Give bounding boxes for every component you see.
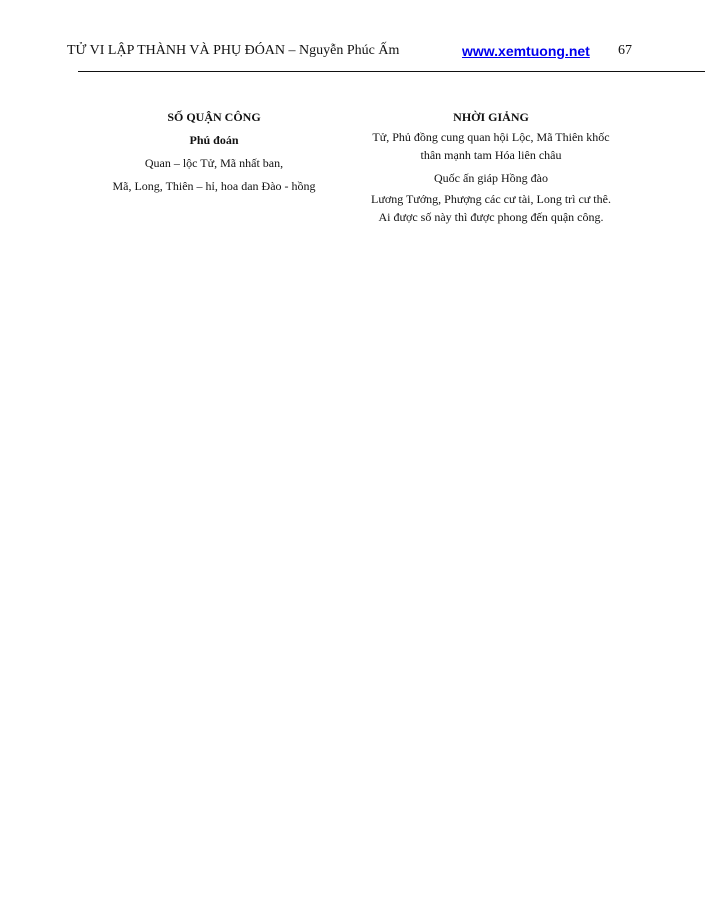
right-column xyxy=(356,106,626,226)
section-heading: SỐ QUẬN CÔNG xyxy=(167,110,261,124)
section-heading: NHỜI GIẢNG xyxy=(453,110,529,124)
running-title: TỬ VI LẬP THÀNH VÀ PHỤ ĐÓAN – Nguyễn Phúc Ấm xyxy=(67,43,400,58)
explanation-line: thân mạnh tam Hóa liên châu xyxy=(420,148,562,162)
explanation-line: Ai được số này thì được phong đến quận công. xyxy=(378,210,604,224)
page-header xyxy=(67,40,667,62)
verse-line: Mã, Long, Thiên – hỉ, hoa dan Đào - hồng xyxy=(112,179,316,193)
header-divider xyxy=(78,71,705,72)
section-subheading: Phú đoán xyxy=(189,133,239,147)
verse-line: Quan – lộc Tử, Mã nhất ban, xyxy=(144,156,284,170)
explanation-line: Quốc ấn giáp Hồng đào xyxy=(434,171,548,185)
explanation-line: Tử, Phủ đồng cung quan hội Lộc, Mã Thiên khốc xyxy=(372,130,610,144)
website-link[interactable]: www.xemtuong.net xyxy=(462,43,590,59)
page-number: 67 xyxy=(618,43,632,58)
left-column xyxy=(92,106,336,198)
explanation-line: Lương Tướng, Phượng các cư tài, Long trì cư thê. xyxy=(371,192,611,206)
